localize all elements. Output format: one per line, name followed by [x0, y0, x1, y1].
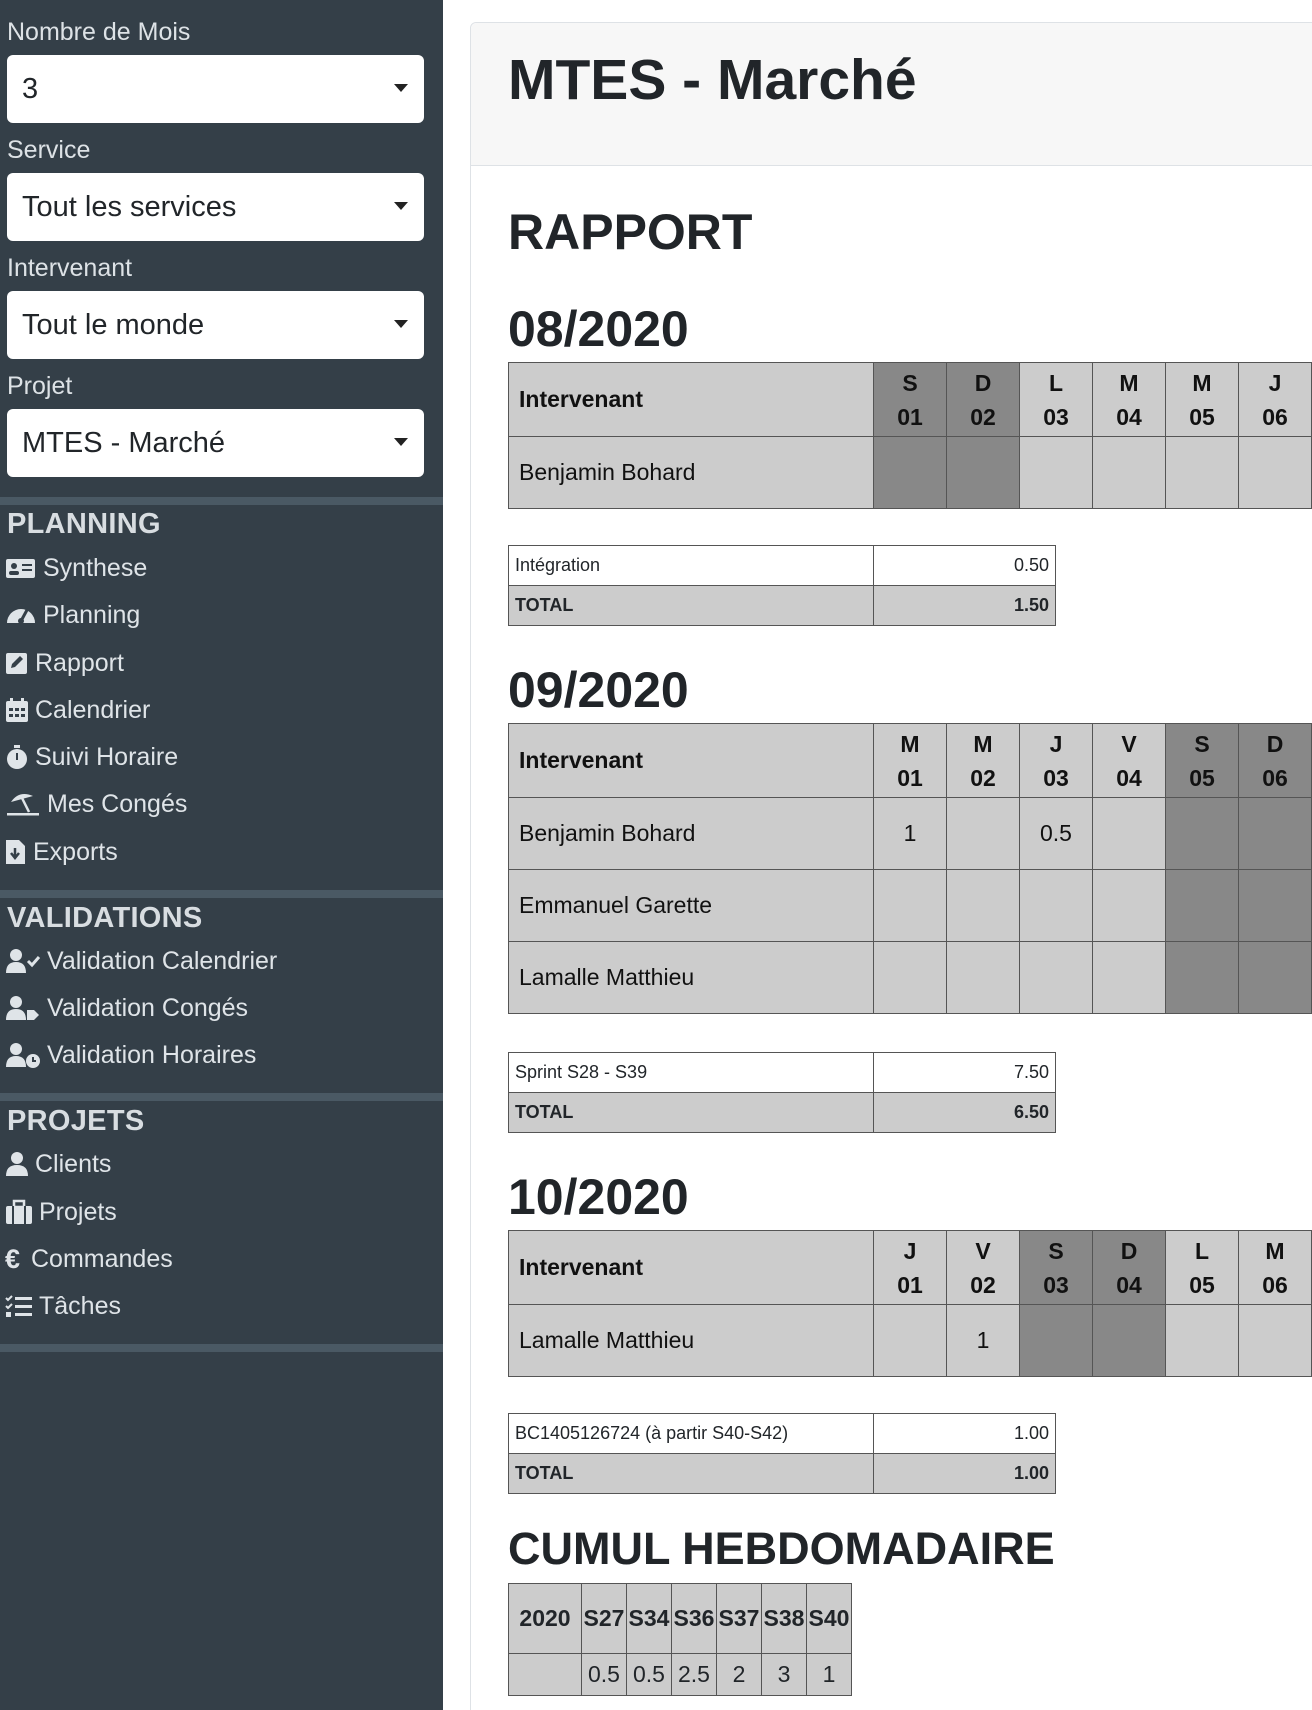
main-content [443, 0, 1312, 1710]
sidebar-item-label: Clients [35, 1149, 112, 1178]
section-title-projets: PROJETS [7, 1105, 145, 1137]
total-value: 1.50 [874, 586, 1056, 626]
day-header [874, 724, 947, 798]
sidebar [0, 0, 443, 1710]
filter-label-months: Nombre de Mois [7, 18, 191, 46]
sidebar-item-label: Calendrier [35, 695, 151, 724]
day-letter: J [1049, 730, 1063, 757]
filter-label-intervenant: Intervenant [7, 254, 133, 282]
totals-total-row [509, 1093, 1056, 1133]
week-value: 2 [717, 1654, 762, 1696]
sidebar-item-calendrier[interactable] [5, 692, 150, 728]
day-number: 02 [970, 1271, 996, 1298]
day-number: 02 [970, 403, 996, 430]
total-value: 1.00 [874, 1454, 1056, 1494]
day-cell[interactable] [1020, 870, 1093, 942]
sidebar-item-validation-calendrier[interactable] [5, 943, 277, 979]
totals-line-row [509, 1414, 1056, 1454]
intervenant-name: Lamalle Matthieu [509, 1305, 874, 1377]
table-header-row [509, 1584, 852, 1654]
day-cell[interactable]: 1 [874, 798, 947, 870]
card-header [471, 23, 1312, 166]
intervenant-select[interactable] [7, 291, 424, 359]
table-header-row [509, 1231, 1312, 1305]
day-letter: D [974, 369, 992, 396]
day-cell[interactable] [947, 798, 1020, 870]
column-header-intervenant: Intervenant [509, 363, 874, 437]
sidebar-item-label: Synthese [43, 553, 148, 582]
day-letter: M [1265, 1237, 1285, 1264]
month-totals-table [508, 1413, 1056, 1494]
total-value: 6.50 [874, 1093, 1056, 1133]
sidebar-item-suivi-horaire[interactable] [5, 739, 178, 775]
table-header-row [509, 363, 1312, 437]
day-letter: J [903, 1237, 917, 1264]
sidebar-item-commandes[interactable] [5, 1241, 173, 1277]
id-card-icon [5, 554, 37, 582]
sidebar-item-label: Tâches [39, 1291, 121, 1320]
user-clock-icon [5, 1041, 41, 1069]
day-header [1239, 724, 1312, 798]
months-select-value: 3 [22, 73, 39, 105]
day-number: 05 [1189, 1271, 1215, 1298]
sidebar-item-taches[interactable] [5, 1288, 121, 1324]
day-cell[interactable] [1239, 870, 1312, 942]
day-header [874, 363, 947, 437]
day-header [1166, 363, 1239, 437]
day-letter: V [975, 1237, 991, 1264]
intervenant-name: Benjamin Bohard [509, 798, 874, 870]
week-header: S40 [807, 1584, 852, 1654]
table-row [509, 870, 1312, 942]
week-value: 0.5 [627, 1654, 672, 1696]
day-cell[interactable] [1239, 942, 1312, 1014]
file-download-icon [5, 838, 27, 866]
sidebar-item-label: Exports [33, 837, 118, 866]
sidebar-item-label: Validation Calendrier [47, 946, 278, 975]
sidebar-item-validation-horaires[interactable] [5, 1037, 256, 1073]
sidebar-item-label: Rapport [35, 648, 124, 677]
sidebar-item-label: Validation Horaires [47, 1040, 257, 1069]
day-letter: S [902, 369, 918, 396]
order-label: Intégration [509, 546, 874, 586]
day-cell[interactable] [874, 1305, 947, 1377]
total-label: TOTAL [509, 586, 874, 626]
day-letter: D [1120, 1237, 1138, 1264]
day-cell[interactable] [947, 870, 1020, 942]
month-heading: 10/2020 [508, 1169, 689, 1225]
week-value: 0.5 [582, 1654, 627, 1696]
day-cell[interactable] [1020, 942, 1093, 1014]
month-table [508, 723, 1312, 1014]
sidebar-item-label: Planning [43, 600, 141, 629]
total-label: TOTAL [509, 1093, 874, 1133]
page-title: MTES - Marché [508, 48, 917, 112]
month-table [508, 362, 1312, 509]
month-totals-table [508, 545, 1056, 626]
report-card [470, 22, 1312, 1710]
day-number: 03 [1043, 1271, 1069, 1298]
day-number: 02 [970, 764, 996, 791]
month-heading: 09/2020 [508, 662, 689, 718]
order-value: 7.50 [874, 1053, 1056, 1093]
year-header: 2020 [509, 1584, 582, 1654]
day-header [1020, 1231, 1093, 1305]
day-header [1093, 724, 1166, 798]
sidebar-item-mes-conges[interactable] [5, 786, 187, 822]
sidebar-item-projets[interactable] [5, 1194, 117, 1230]
intervenant-name: Lamalle Matthieu [509, 942, 874, 1014]
sidebar-item-validation-conges[interactable] [5, 990, 248, 1026]
sidebar-item-label: Validation Congés [47, 993, 249, 1022]
day-header [1020, 363, 1093, 437]
month-totals-table [508, 1052, 1056, 1133]
day-cell[interactable] [947, 942, 1020, 1014]
day-cell[interactable] [1239, 798, 1312, 870]
table-header-row [509, 724, 1312, 798]
day-header [1020, 724, 1093, 798]
day-cell[interactable] [1093, 1305, 1166, 1377]
day-number: 05 [1189, 764, 1215, 791]
calendar-icon [5, 696, 29, 724]
day-number: 03 [1043, 403, 1069, 430]
day-cell[interactable] [1093, 437, 1166, 509]
filter-label-projet: Projet [7, 372, 73, 400]
day-cell[interactable] [947, 437, 1020, 509]
tasks-icon [5, 1292, 33, 1320]
sidebar-divider [0, 1093, 443, 1101]
chevron-down-icon [394, 84, 408, 92]
day-number: 03 [1043, 764, 1069, 791]
day-letter: V [1121, 730, 1137, 757]
sidebar-item-synthese[interactable] [5, 550, 147, 586]
user-tag-icon [5, 994, 41, 1022]
umbrella-beach-icon [5, 790, 41, 818]
day-header [1166, 1231, 1239, 1305]
day-letter: M [1119, 369, 1139, 396]
day-cell[interactable] [874, 942, 947, 1014]
sidebar-item-planning[interactable] [5, 597, 140, 633]
week-header: S37 [717, 1584, 762, 1654]
day-letter: J [1268, 369, 1282, 396]
day-letter: M [973, 730, 993, 757]
totals-total-row [509, 586, 1056, 626]
order-value: 1.00 [874, 1414, 1056, 1454]
day-number: 06 [1262, 1271, 1288, 1298]
totals-line-row [509, 1053, 1056, 1093]
week-header: S36 [672, 1584, 717, 1654]
month-heading: 08/2020 [508, 301, 689, 357]
day-cell[interactable] [1093, 942, 1166, 1014]
sidebar-divider [0, 1344, 443, 1352]
day-cell[interactable]: 0.5 [1020, 798, 1093, 870]
day-letter: D [1266, 730, 1284, 757]
day-cell[interactable] [1020, 437, 1093, 509]
year-cell [509, 1654, 582, 1696]
day-cell[interactable] [1166, 798, 1239, 870]
day-letter: L [1048, 369, 1064, 396]
day-cell[interactable] [1093, 870, 1166, 942]
day-cell[interactable] [1093, 798, 1166, 870]
projet-select-value: MTES - Marché [22, 427, 226, 459]
table-row [509, 1654, 852, 1696]
day-header [1166, 724, 1239, 798]
tachometer-icon [5, 601, 37, 629]
day-header [1239, 363, 1312, 437]
section-title-validations: VALIDATIONS [7, 902, 203, 934]
report-heading: RAPPORT [508, 204, 753, 260]
day-header [947, 363, 1020, 437]
day-cell[interactable]: 1 [947, 1305, 1020, 1377]
sidebar-item-clients[interactable] [5, 1146, 111, 1182]
week-value: 1 [807, 1654, 852, 1696]
edit-icon [5, 649, 29, 677]
filter-label-service: Service [7, 136, 91, 164]
table-row [509, 1305, 1312, 1377]
weekly-cumul-table [508, 1583, 852, 1696]
day-letter: L [1194, 1237, 1210, 1264]
week-header: S38 [762, 1584, 807, 1654]
user-icon [5, 1150, 29, 1178]
day-cell[interactable] [874, 870, 947, 942]
day-letter: M [1192, 369, 1212, 396]
column-header-intervenant: Intervenant [509, 1231, 874, 1305]
day-header [1093, 363, 1166, 437]
week-header: S27 [582, 1584, 627, 1654]
day-cell[interactable] [1239, 1305, 1312, 1377]
sidebar-item-label: Projets [39, 1197, 117, 1226]
day-number: 01 [897, 1271, 923, 1298]
order-label: BC1405126724 (à partir S40-S42) [509, 1414, 874, 1454]
day-number: 04 [1116, 764, 1142, 791]
day-number: 04 [1116, 1271, 1142, 1298]
order-value: 0.50 [874, 546, 1056, 586]
day-number: 06 [1262, 403, 1288, 430]
totals-line-row [509, 546, 1056, 586]
briefcase-icon [5, 1198, 33, 1226]
weekly-cumul-heading: CUMUL HEBDOMADAIRE [508, 1523, 1055, 1574]
sidebar-divider [0, 497, 443, 505]
stopwatch-icon [5, 743, 29, 771]
sidebar-item-label: Mes Congés [47, 789, 188, 818]
day-header [874, 1231, 947, 1305]
sidebar-item-label: Commandes [31, 1244, 173, 1273]
day-cell[interactable] [1239, 437, 1312, 509]
day-letter: M [900, 730, 920, 757]
week-header: S34 [627, 1584, 672, 1654]
sidebar-item-label: Suivi Horaire [35, 742, 179, 771]
table-row [509, 437, 1312, 509]
day-cell[interactable] [1166, 870, 1239, 942]
service-select-value: Tout les services [22, 191, 237, 223]
day-cell[interactable] [1166, 1305, 1239, 1377]
week-value: 2.5 [672, 1654, 717, 1696]
chevron-down-icon [394, 438, 408, 446]
order-label: Sprint S28 - S39 [509, 1053, 874, 1093]
total-label: TOTAL [509, 1454, 874, 1494]
chevron-down-icon [394, 202, 408, 210]
day-header [1239, 1231, 1312, 1305]
projet-select[interactable] [7, 409, 424, 477]
user-check-icon [5, 947, 41, 975]
sidebar-divider [0, 890, 443, 898]
day-cell[interactable] [1166, 942, 1239, 1014]
section-title-planning: PLANNING [7, 508, 161, 540]
intervenant-name: Emmanuel Garette [509, 870, 874, 942]
day-cell[interactable] [1166, 437, 1239, 509]
sidebar-item-rapport[interactable] [5, 645, 124, 681]
column-header-intervenant: Intervenant [509, 724, 874, 798]
chevron-down-icon [394, 320, 408, 328]
intervenant-select-value: Tout le monde [22, 309, 205, 341]
totals-total-row [509, 1454, 1056, 1494]
service-select[interactable] [7, 173, 424, 241]
table-row [509, 942, 1312, 1014]
months-select[interactable] [7, 55, 424, 123]
day-number: 05 [1189, 403, 1215, 430]
week-value: 3 [762, 1654, 807, 1696]
day-letter: S [1194, 730, 1210, 757]
month-table [508, 1230, 1312, 1377]
day-number: 01 [897, 764, 923, 791]
day-cell[interactable] [1020, 1305, 1093, 1377]
day-header [1093, 1231, 1166, 1305]
day-header [947, 1231, 1020, 1305]
sidebar-item-exports[interactable] [5, 834, 118, 870]
day-header [947, 724, 1020, 798]
day-number: 01 [897, 403, 923, 430]
day-number: 04 [1116, 403, 1142, 430]
table-row [509, 798, 1312, 870]
intervenant-name: Benjamin Bohard [509, 437, 874, 509]
day-letter: S [1048, 1237, 1064, 1264]
euro-icon: € [5, 1244, 21, 1274]
day-number: 06 [1262, 764, 1288, 791]
day-cell[interactable] [874, 437, 947, 509]
